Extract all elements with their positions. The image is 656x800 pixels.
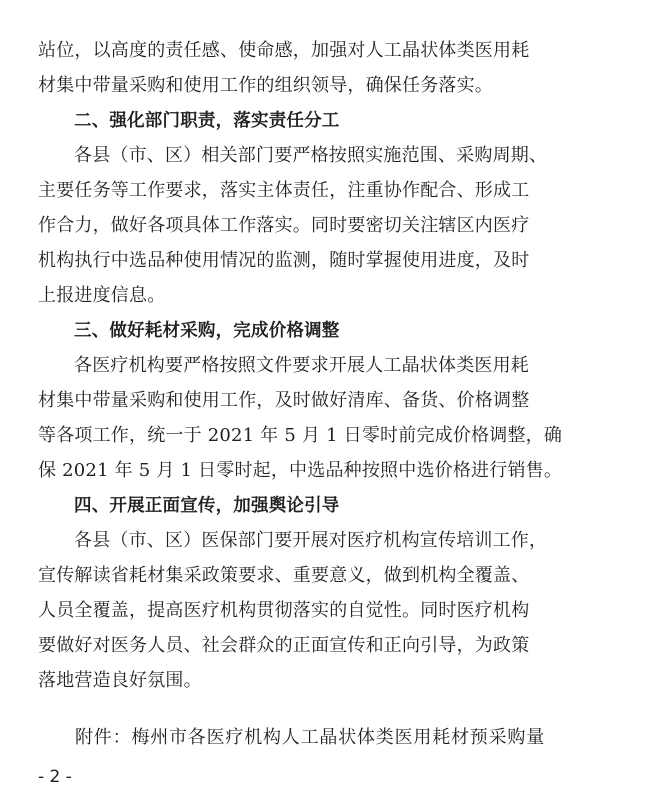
paragraph-line: 保 2021 年 5 月 1 日零时起，中选品种按照中选价格进行销售。: [38, 460, 563, 481]
paragraph-line: 主要任务等工作要求，落实主体责任，注重协作配合、形成工: [38, 180, 530, 201]
paragraph-line: 要做好对医务人员、社会群众的正面宣传和正向引导，为政策: [38, 635, 530, 656]
paragraph-line: 人员全覆盖，提高医疗机构贯彻落实的自觉性。同时医疗机构: [38, 600, 530, 621]
paragraph-line: 宣传解读省耗材集采政策要求、重要意义，做到机构全覆盖、: [38, 565, 530, 586]
paragraph-line: 作合力，做好各项具体工作落实。同时要密切关注辖区内医疗: [38, 215, 530, 236]
paragraph-line: 材集中带量采购和使用工作的组织领导，确保任务落实。: [38, 75, 493, 96]
paragraph-line: 落地营造良好氛围。: [38, 670, 202, 691]
paragraph-line: 上报进度信息。: [38, 285, 166, 306]
paragraph-line: 各医疗机构要严格按照文件要求开展人工晶状体类医用耗: [74, 355, 529, 376]
section-heading: 二、强化部门职责，落实责任分工: [74, 111, 340, 131]
paragraph-line: 站位，以高度的责任感、使命感，加强对人工晶状体类医用耗: [38, 40, 530, 61]
paragraph-line: 材集中带量采购和使用工作，及时做好清库、备货、价格调整: [38, 390, 530, 411]
section-heading: 四、开展正面宣传，加强舆论引导: [74, 496, 340, 516]
attachment-line: 附件：梅州市各医疗机构人工晶状体类医用耗材预采购量: [75, 727, 545, 748]
page-number: - 2 -: [38, 767, 72, 787]
paragraph-line: 等各项工作，统一于 2021 年 5 月 1 日零时前完成价格调整，确: [38, 425, 563, 446]
paragraph-line: 各县（市、区）医保部门要开展对医疗机构宣传培训工作，: [74, 530, 548, 551]
paragraph-line: 机构执行中选品种使用情况的监测，随时掌握使用进度，及时: [38, 250, 530, 271]
section-heading: 三、做好耗材采购，完成价格调整: [74, 321, 340, 341]
paragraph-line: 各县（市、区）相关部门要严格按照实施范围、采购周期、: [74, 145, 548, 166]
